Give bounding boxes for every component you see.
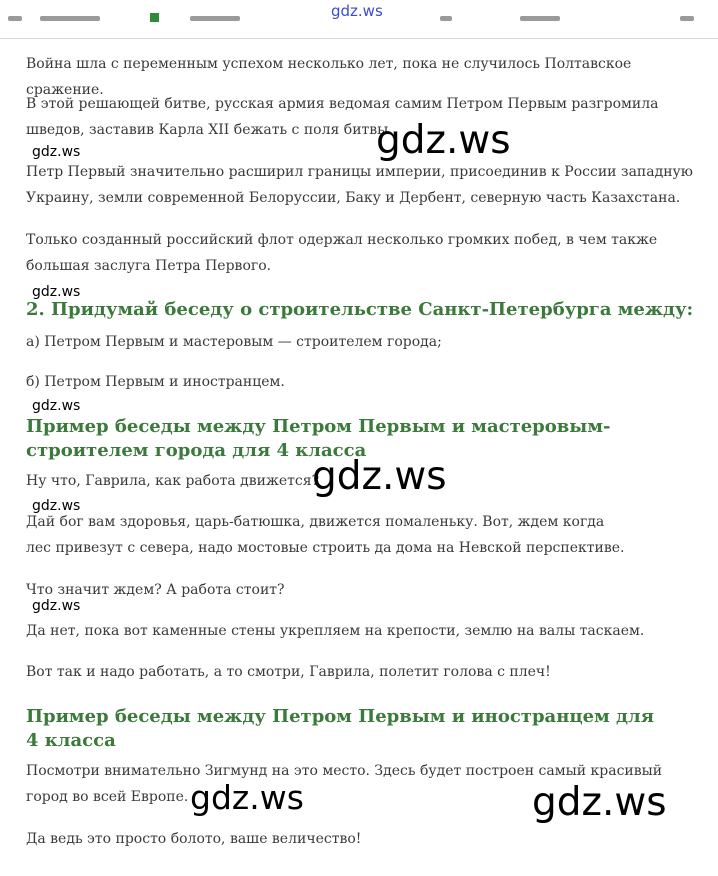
watermark: gdz.ws [532,780,667,825]
toolbar-fragment [440,16,452,21]
dialog2-heading: Пример беседы между Петром Первым и иностранцем для 4 класса [26,706,655,751]
toolbar-fragment [40,16,100,21]
watermark: gdz.ws [32,398,81,414]
paragraph-fleet: Только созданный российский флот одержал несколько громких побед, в чем также большая заслуга Петра Первого. [26,232,658,274]
watermark: gdz.ws [376,118,511,163]
watermark: gdz.ws [32,284,81,300]
watermark: gdz.ws [312,454,447,499]
dialog1-heading: Пример беседы между Петром Первым и мастеровым-строителем города для 4 класса [26,416,611,461]
dialog2-line: Да ведь это просто болото, ваше величество! [26,831,362,847]
dialog2-line: Посмотри внимательно Зигмунд на это место. Здесь будет построен самый красивый город во всей Европе. [26,763,663,805]
paragraph-borders: Петр Первый значительно расширил границы империи, присоединив к России западную Украину, земли современной Белоруссии, Баку и Дербент, северную часть Казахстана. [26,164,693,206]
dialog1-line: Да нет, пока вот каменные стены укрепляем на крепости, землю на валы таскаем. [26,623,645,639]
task-heading: 2. Придумай беседу о строительстве Санкт-Петербурга между: [26,299,694,320]
toolbar-green-icon [150,13,159,22]
watermark: gdz.ws [190,778,304,817]
toolbar-fragment [8,16,22,21]
task-option-a: а) Петром Первым и мастеровым — строителем города; [26,334,442,350]
task-option-b: б) Петром Первым и иностранцем. [26,374,285,390]
toolbar-fragment [520,16,560,21]
top-toolbar-cropped [0,0,718,39]
toolbar-fragment [190,16,240,21]
paragraph-war: Война шла с переменным успехом несколько лет, пока не случилось Полтавское сражение. [26,56,632,98]
toolbar-fragment [680,16,694,21]
watermark: gdz.ws [32,598,81,614]
top-watermark: gdz.ws [331,2,383,20]
paragraph-poltava: В этой решающей битве, русская армия ведомая самим Петром Первым разгромила шведов, заставив Карла XII бежать с поля битвы. [26,96,659,138]
dialog1-line: Вот так и надо работать, а то смотри, Гаврила, полетит голова с плеч! [26,664,551,680]
dialog1-line: Что значит ждем? А работа стоит? [26,582,285,598]
watermark: gdz.ws [32,498,81,514]
dialog1-line: Дай бог вам здоровья, царь-батюшка, движется помаленьку. Вот, ждем когда лес привезут с севера, надо мостовые строить да дома на Невской перспективе. [26,514,625,556]
dialog1-line: Ну что, Гаврила, как работа движется? [26,473,320,489]
watermark: gdz.ws [32,144,81,160]
